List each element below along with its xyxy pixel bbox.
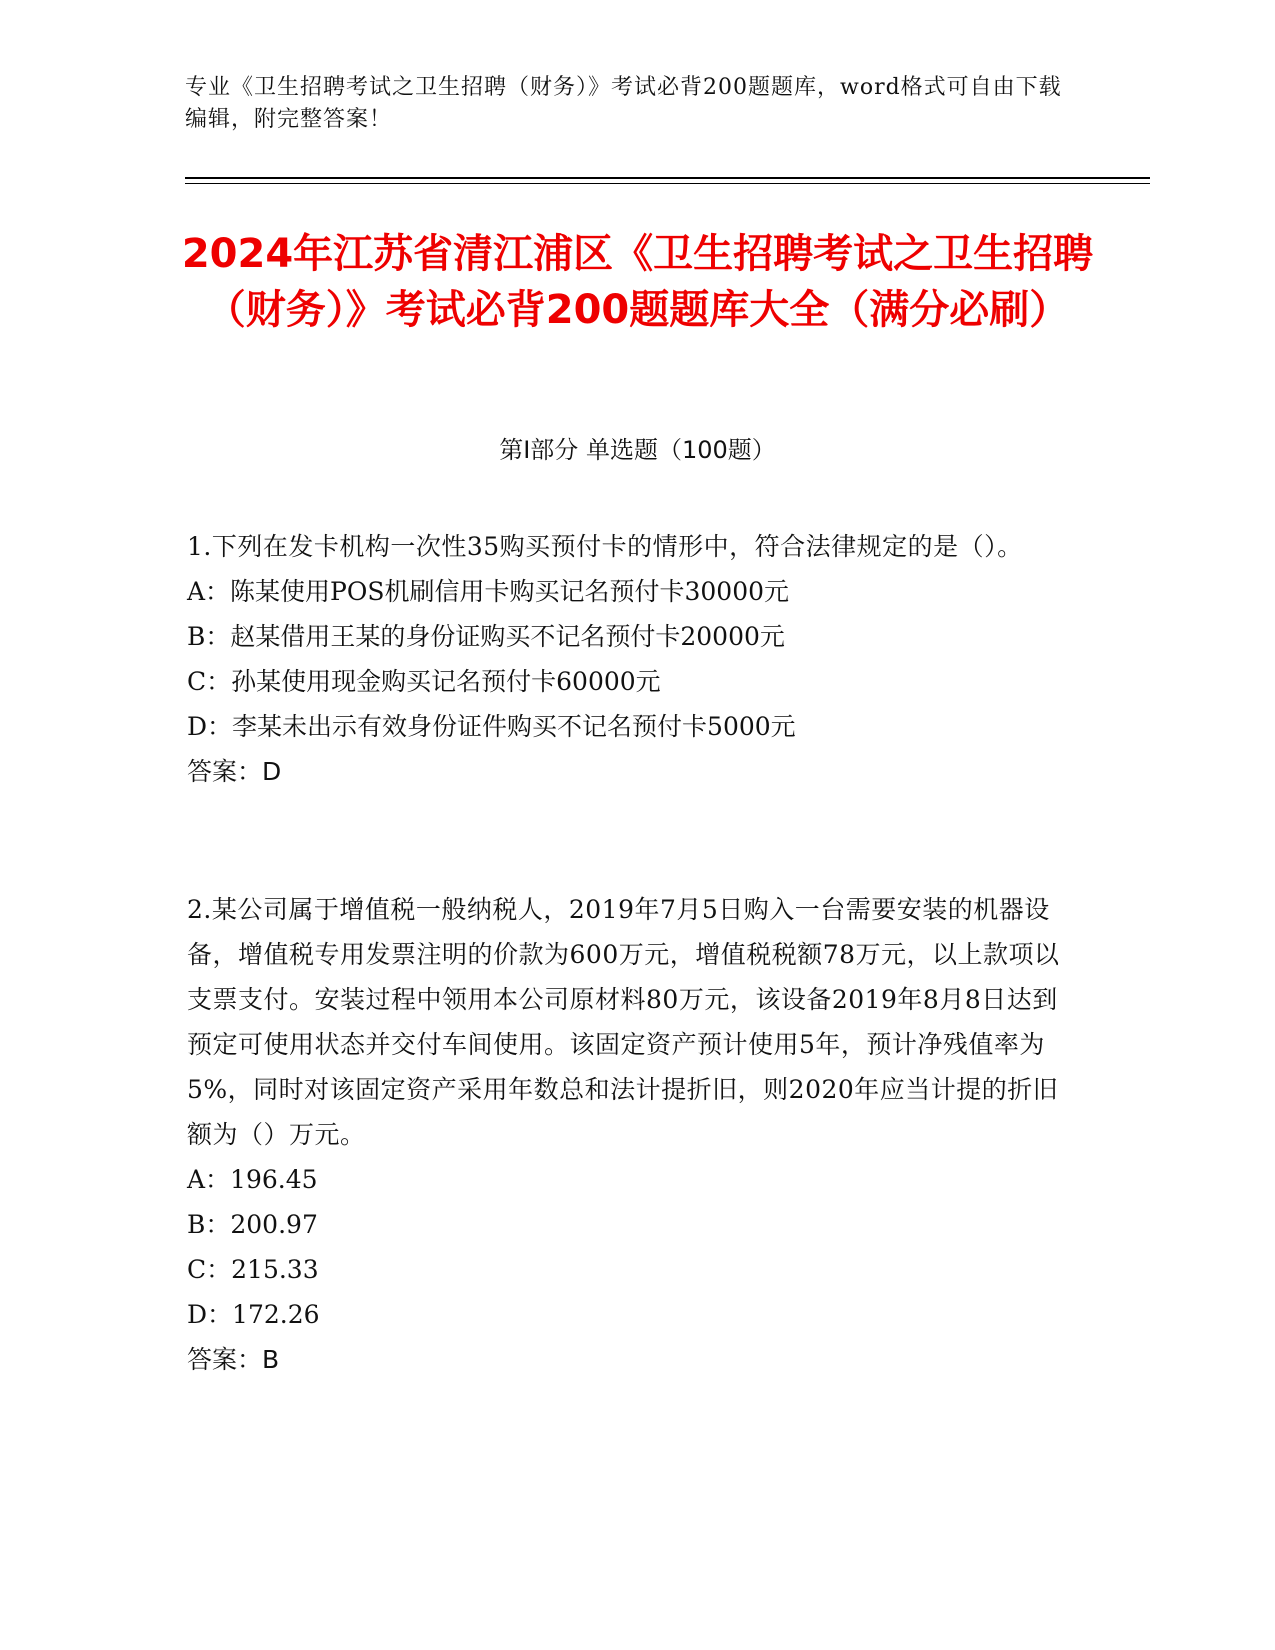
question-block — [187, 524, 1067, 794]
option-d: D：172.26 — [187, 1300, 320, 1329]
option-b: B：200.97 — [187, 1210, 318, 1239]
option-c: C：孙某使用现金购买记名预付卡60000元 — [187, 667, 661, 696]
option-d: D：李某未出示有效身份证件购买不记名预付卡5000元 — [187, 712, 796, 741]
option-a: A：196.45 — [187, 1165, 318, 1194]
header-divider-thin — [185, 183, 1150, 184]
question-stem: 1.下列在发卡机构一次性35购买预付卡的情形中，符合法律规定的是（）。 — [187, 532, 1023, 561]
answer-line: 答案：D — [187, 757, 282, 786]
option-b: B：赵某借用王某的身份证购买不记名预付卡20000元 — [187, 622, 785, 651]
question-block — [187, 887, 1067, 1382]
question-stem: 2.某公司属于增值税一般纳税人，2019年7月5日购入一台需要安装的机器设备，增值税专用发票注明的价款为600万元，增值税税额78万元，以上款项以支票支付。安装过程中领用本公司原材料80万元，该设备2019年8月8日达到预定可使用状态并交付车间使用。该固定资产预计使用5年，预计净残值率为5%，同时对该固定资产采用年数总和法计提折旧，则2020年应当计提的折旧额为（）万元。 — [187, 895, 1060, 1149]
header-note: 专业《卫生招聘考试之卫生招聘（财务）》考试必背200题题库，word格式可自由下载编辑，附完整答案！ — [185, 75, 1062, 132]
document-title: 2024年江苏省清江浦区《卫生招聘考试之卫生招聘（财务）》考试必背200题题库大全（满分必刷） — [181, 231, 1094, 333]
header-divider-thick — [185, 177, 1150, 179]
answer-line: 答案：B — [187, 1345, 280, 1374]
option-a: A：陈某使用POS机刷信用卡购买记名预付卡30000元 — [187, 577, 790, 606]
section-heading: 第Ⅰ部分 单选题（100题） — [499, 436, 776, 464]
option-c: C：215.33 — [187, 1255, 319, 1284]
